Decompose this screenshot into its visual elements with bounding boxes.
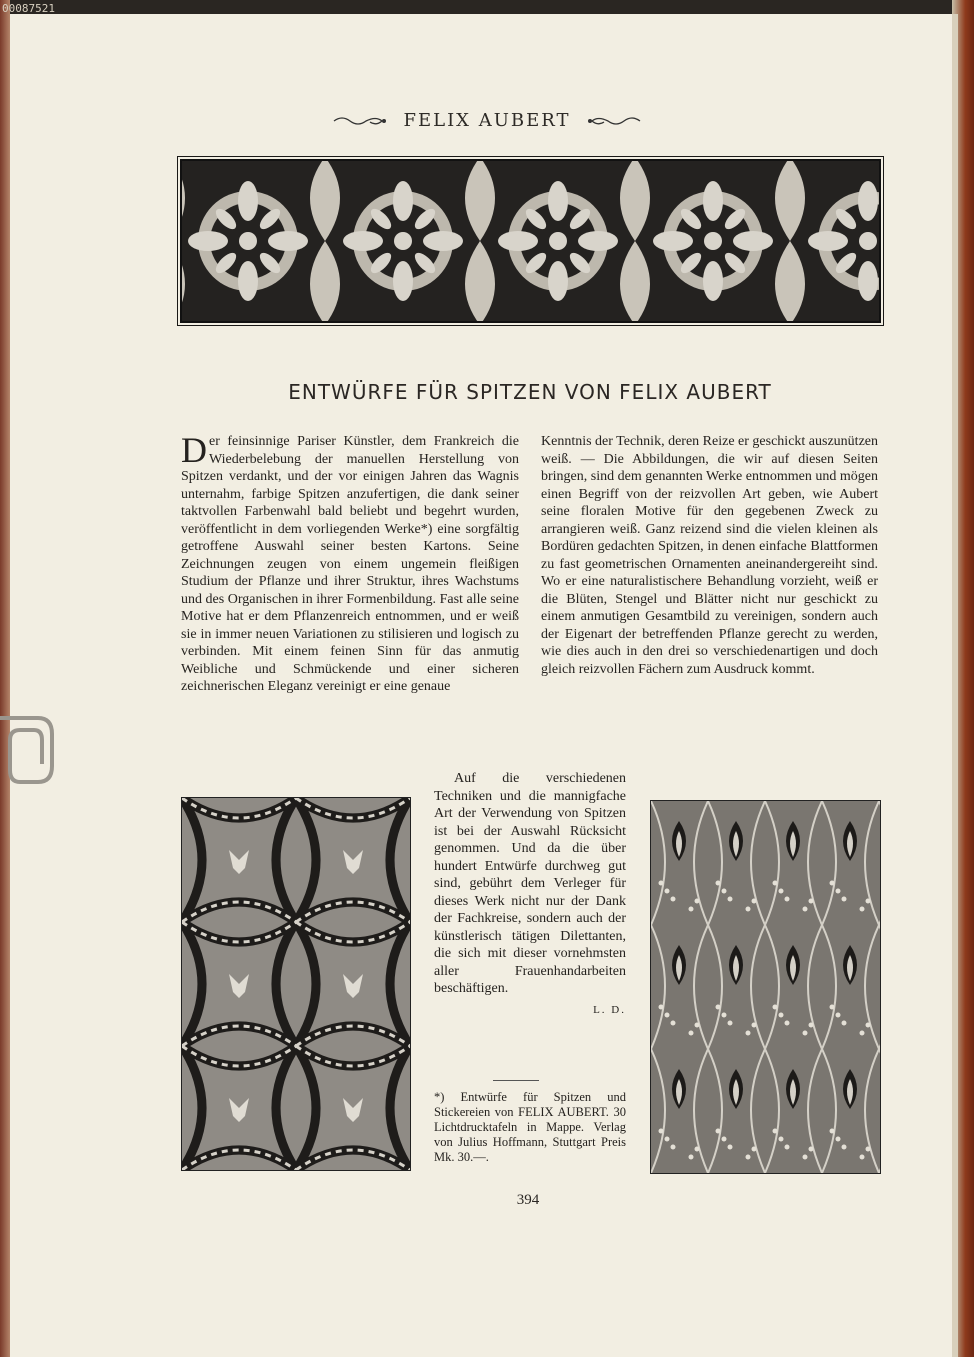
lace-plate-left-illustration: [181, 797, 411, 1171]
page-number: 394: [516, 1192, 540, 1208]
right-flourish-icon: [586, 114, 642, 128]
running-head: [0, 110, 974, 131]
lace-plate-right-illustration: [650, 800, 881, 1174]
author-initials: L. D.: [593, 1003, 626, 1016]
right-column: [541, 433, 878, 678]
left-flourish-icon: [332, 114, 388, 128]
footnote-rule: [493, 1080, 539, 1081]
left-column-text: er feinsinnige Pariser Künstler, dem Frankreich die Wiederbelebung der manuellen Herstellung von Spitzen verdankt, und der vor einigen Jahren das Wagnis unternahm, farbige Spitzen anzufertigen, die dank seiner taktvollen Farbenwahl bald beliebt und begehrt wurden, veröffentlicht in dem vorliegenden Werke*) eine sorgfältig getroffene Auswahl seiner besten Kartons. Seine Zeichnungen zeugen von einem ungemein fleißigen Studium der Pflanze und ihrer Struktur, ihres Wachstums und des Organischen in ihrer Formenbildung. Fast alle seine Motive hat er dem Pflanzenreich entnommen, und er weiß sie in immer neuen Variationen zu stilisieren und logisch zu verbinden. Mit einem feinen Sinn für das anmutig Weibliche und Schmückende und einer sicheren zeichnerischen Eleganz vereinigt er eine genaue: [181, 434, 519, 694]
article-title: ENTWÜRFE FÜR SPITZEN VON FELIX AUBERT: [288, 380, 772, 404]
book-cover-edge: [0, 0, 10, 1357]
lace-border-illustration: [177, 156, 884, 326]
paper-clip-icon: [0, 700, 58, 800]
footnote: *) Entwürfe für Spitzen und Stickereien von FELIX AUBERT. 30 Lichtdrucktafeln in Mappe. Verlag von Julius Hoffmann, Stuttgart Preis Mk. 30.—.: [434, 1090, 626, 1164]
scan-id: 00087521: [2, 2, 55, 15]
middle-column-text: Auf die verschiedenen Techniken und die mannigfache Art der Verwendung von Spitzen ist bei der Auswahl Rücksicht genommen. Und da die über hundert Entwürfe durchweg gut sind, gebührt dem Verleger für dieses Werk nicht nur der Dank der Fachkreise, sondern auch der künstlerisch tätigen Dilettanten, die sich mit dieser vornehmsten aller Frauenhandarbeiten beschäftigen.: [434, 771, 626, 996]
middle-column: [434, 770, 626, 1019]
left-column: [181, 430, 519, 696]
dropcap: D: [181, 430, 207, 470]
right-column-text: Kenntnis der Technik, deren Reize er geschickt auszunützen weiß. — Die Abbildungen, die wir auf diesen Seiten bringen, sind dem genannten Werke entnommen und mögen einen Begriff von der reizvollen Art geben, wie Aubert seine floralen Motive für den gegebenen Zweck zu arrangieren weiß. Ganz reizend sind die vielen kleinen als Bordüren gedachten Spitzen, in denen einfache Blattformen zu fast geometrischen Ornamenten aneinandergereiht sind. Wo er eine naturalistischere Behandlung vorzieht, weiß er die Blüten, Stengel und Blätter nicht nur geschickt zu einem anmutigen Gesamtbild zu vereinigen, sondern auch der Eigenart der betreffenden Pflanze gerecht zu werden, wie dies auch in den drei so verschiedenartigen und doch gleich reizvollen Fächern zum Ausdruck kommt.: [541, 434, 878, 677]
running-head-text: FELIX AUBERT: [403, 110, 571, 131]
